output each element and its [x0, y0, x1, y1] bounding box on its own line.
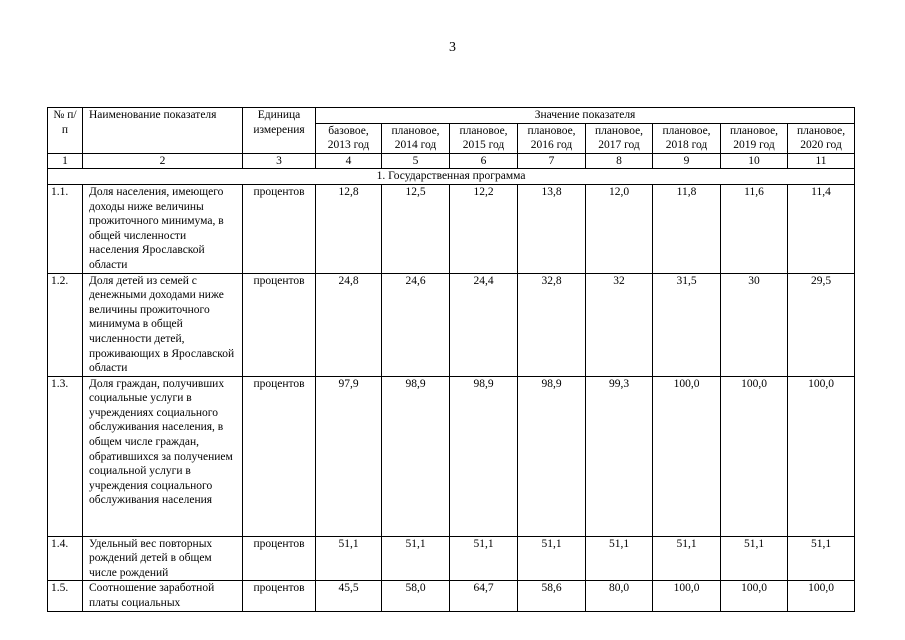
value-cell: 51,1 — [450, 536, 518, 581]
value-cell: 51,1 — [586, 536, 653, 581]
header-year-6: плановое, 2018 год — [653, 123, 721, 153]
column-number-9: 9 — [653, 153, 721, 169]
unit-cell: процентов — [243, 536, 316, 581]
value-cell: 12,2 — [450, 184, 518, 273]
value-cell: 31,5 — [653, 273, 721, 376]
column-number-8: 8 — [586, 153, 653, 169]
unit-cell: процентов — [243, 376, 316, 536]
column-number-5: 5 — [382, 153, 450, 169]
unit-cell: процентов — [243, 581, 316, 611]
value-cell: 51,1 — [518, 536, 586, 581]
value-cell: 13,8 — [518, 184, 586, 273]
header-year-5: плановое, 2017 год — [586, 123, 653, 153]
value-cell: 51,1 — [721, 536, 788, 581]
value-cell: 100,0 — [653, 376, 721, 536]
header-year-4: плановое, 2016 год — [518, 123, 586, 153]
row-number: 1.1. — [48, 184, 83, 273]
value-cell: 51,1 — [316, 536, 382, 581]
section-title: 1. Государственная программа — [48, 169, 855, 185]
unit-cell: процентов — [243, 184, 316, 273]
row-number: 1.4. — [48, 536, 83, 581]
value-cell: 45,5 — [316, 581, 382, 611]
value-cell: 24,6 — [382, 273, 450, 376]
value-cell: 100,0 — [721, 376, 788, 536]
column-number-4: 4 — [316, 153, 382, 169]
value-cell: 12,0 — [586, 184, 653, 273]
header-year-3: плановое, 2015 год — [450, 123, 518, 153]
header-year-8: плановое, 2020 год — [788, 123, 855, 153]
table-row — [48, 376, 855, 536]
value-cell: 24,4 — [450, 273, 518, 376]
header-year-1: базовое, 2013 год — [316, 123, 382, 153]
value-cell: 11,4 — [788, 184, 855, 273]
table-row — [48, 581, 855, 611]
indicator-name: Доля населения, имеющего доходы ниже величины прожиточного минимума, в общей численности населения Ярославской области — [83, 184, 243, 273]
value-cell: 24,8 — [316, 273, 382, 376]
header-year-7: плановое, 2019 год — [721, 123, 788, 153]
table-row — [48, 184, 855, 273]
value-cell: 64,7 — [450, 581, 518, 611]
value-cell: 11,6 — [721, 184, 788, 273]
indicator-name: Соотношение заработной платы социальных — [83, 581, 243, 611]
column-number-6: 6 — [450, 153, 518, 169]
value-cell: 100,0 — [653, 581, 721, 611]
column-numbers-row — [48, 153, 855, 169]
header-name: Наименование показателя — [83, 108, 243, 154]
value-cell: 58,0 — [382, 581, 450, 611]
header-year-2: плановое, 2014 год — [382, 123, 450, 153]
indicator-name: Доля детей из семей с денежными доходами ниже величины прожиточного минимума в общей численности детей, проживающих в Ярославской области — [83, 273, 243, 376]
table-row — [48, 273, 855, 376]
column-number-3: 3 — [243, 153, 316, 169]
indicator-name: Удельный вес повторных рождений детей в общем числе рождений — [83, 536, 243, 581]
row-number: 1.2. — [48, 273, 83, 376]
value-cell: 12,5 — [382, 184, 450, 273]
indicators-table — [47, 107, 855, 612]
value-cell: 98,9 — [518, 376, 586, 536]
value-cell: 98,9 — [382, 376, 450, 536]
column-number-11: 11 — [788, 153, 855, 169]
page-number: 3 — [449, 40, 456, 55]
value-cell: 11,8 — [653, 184, 721, 273]
value-cell: 32,8 — [518, 273, 586, 376]
value-cell: 98,9 — [450, 376, 518, 536]
value-cell: 97,9 — [316, 376, 382, 536]
header-unit: Единица измерения — [243, 108, 316, 154]
value-cell: 100,0 — [788, 376, 855, 536]
value-cell: 30 — [721, 273, 788, 376]
indicator-name: Доля граждан, получивших социальные услуги в учреждениях социального обслуживания населения, в общем числе граждан, обратившихся за получением социальной услуги в учреждения социального обслуживания населения — [83, 376, 243, 536]
row-number: 1.5. — [48, 581, 83, 611]
table-row — [48, 536, 855, 581]
header-row-1 — [48, 108, 855, 124]
column-number-2: 2 — [83, 153, 243, 169]
header-num: № п/п — [48, 108, 83, 154]
value-cell: 58,6 — [518, 581, 586, 611]
column-number-7: 7 — [518, 153, 586, 169]
row-number: 1.3. — [48, 376, 83, 536]
value-cell: 12,8 — [316, 184, 382, 273]
section-row — [48, 169, 855, 185]
value-cell: 100,0 — [788, 581, 855, 611]
column-number-10: 10 — [721, 153, 788, 169]
value-cell: 100,0 — [721, 581, 788, 611]
value-cell: 29,5 — [788, 273, 855, 376]
header-values: Значение показателя — [316, 108, 855, 124]
value-cell: 99,3 — [586, 376, 653, 536]
value-cell: 51,1 — [788, 536, 855, 581]
value-cell: 51,1 — [382, 536, 450, 581]
value-cell: 80,0 — [586, 581, 653, 611]
unit-cell: процентов — [243, 273, 316, 376]
value-cell: 51,1 — [653, 536, 721, 581]
column-number-1: 1 — [48, 153, 83, 169]
value-cell: 32 — [586, 273, 653, 376]
